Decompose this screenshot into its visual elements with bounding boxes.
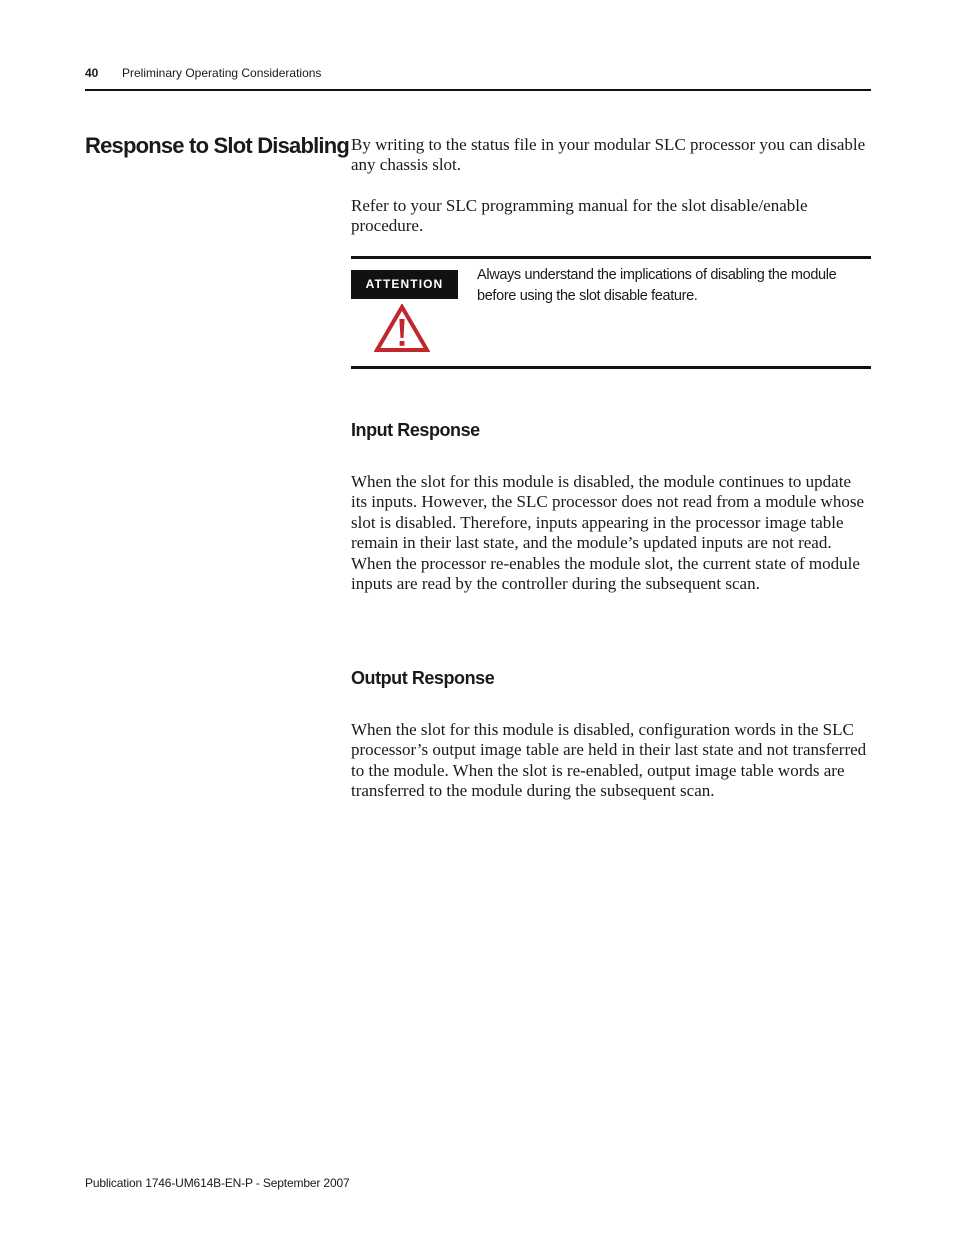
header-rule xyxy=(85,89,871,91)
page-number: 40 xyxy=(85,66,99,80)
page-header xyxy=(85,66,871,82)
output-response-title: Output Response xyxy=(351,668,495,688)
attention-top-rule xyxy=(351,256,871,259)
refer-paragraph: Refer to your SLC programming manual for the slot disable/enable procedure. xyxy=(351,196,808,236)
running-head: Preliminary Operating Considerations xyxy=(122,66,322,80)
input-response-title: Input Response xyxy=(351,420,480,440)
intro-paragraph: By writing to the status file in your modular SLC processor you can disable any chassis slot. xyxy=(351,135,866,175)
input-response-paragraph: When the slot for this module is disabled, the module continues to update its inputs. However, the SLC processor does not read from a module whose slot is disabled. Therefore, inputs appearing in the processor image table remain in their last state, and the module’s updated inputs are not read. When the processor re-enables the module slot, the current state of module inputs are read by the controller during the subsequent scan. xyxy=(351,472,864,594)
warning-triangle-icon xyxy=(374,304,430,353)
attention-bottom-rule xyxy=(351,366,871,369)
output-response-paragraph: When the slot for this module is disabled, configuration words in the SLC processor’s output image table are held in their last state and not transferred to the module. When the slot is re-enabled, output image table words are transferred to the module during the subsequent scan. xyxy=(351,720,867,801)
publication-footer: Publication 1746-UM614B-EN-P - September 2007 xyxy=(85,1176,350,1190)
attention-message: Always understand the implications of disabling the module before using the slot disable feature. xyxy=(477,267,837,304)
section-title: Response to Slot Disabling xyxy=(85,133,350,158)
attention-badge: ATTENTION xyxy=(351,270,458,299)
